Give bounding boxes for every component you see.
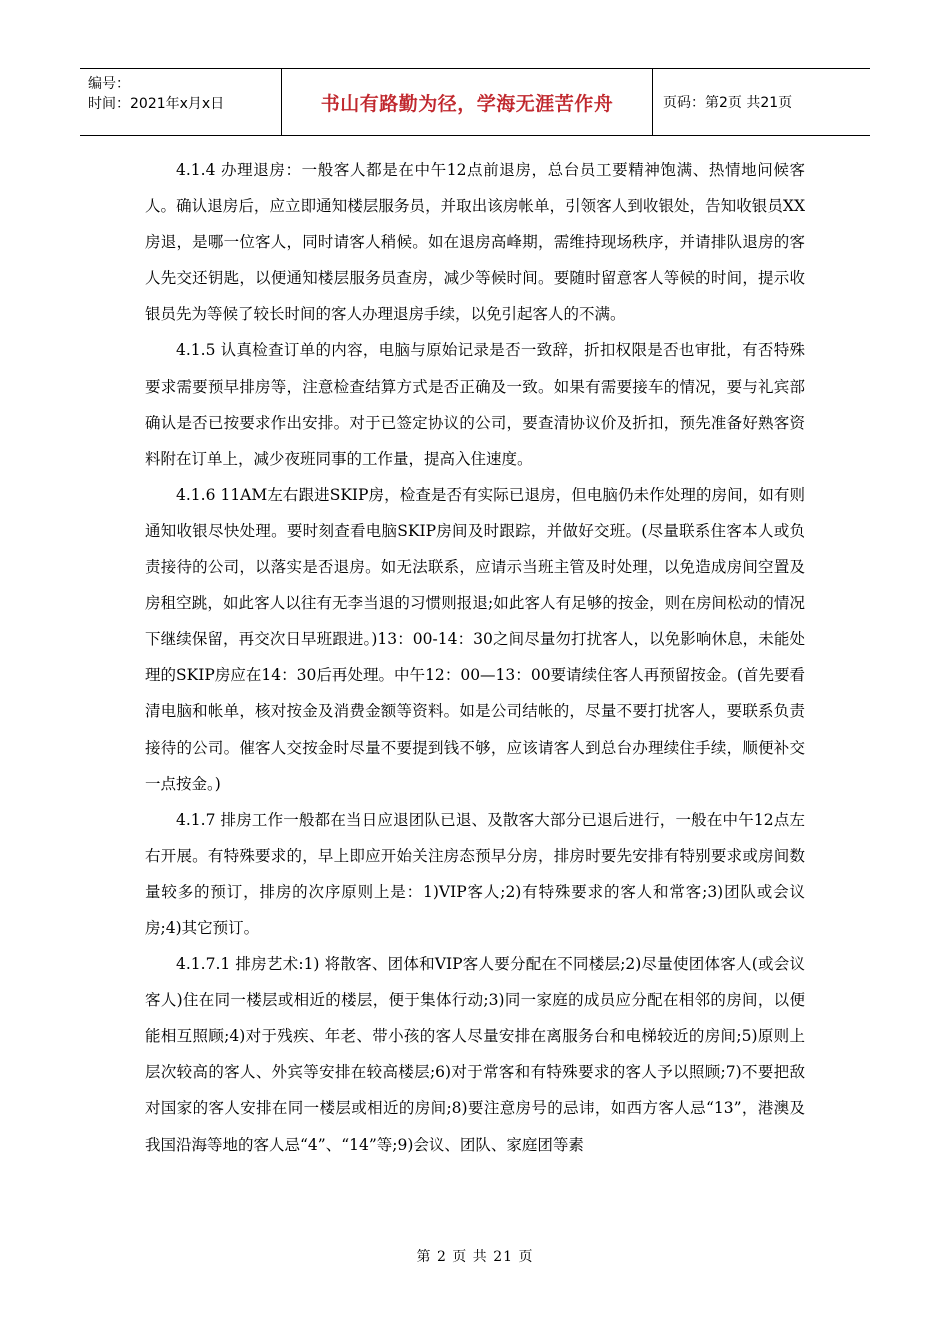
paragraph-order-check: 4.1.5 认真检查订单的内容，电脑与原始记录是否一致辞，折扣权限是否也审批，有否特殊要求需要预早排房等，注意检查结算方式是否正确及一致。如果有需要接车的情况，要与礼宾部确认是否已按要求作出安排。对于已签定协议的公司，要查清协议价及折扣，预先准备好熟客资料附在订单上，减少夜班同事的工作量，提高入住速度。	[145, 341, 805, 468]
header-motto-cell	[282, 69, 653, 135]
paragraph-assignment-art: 4.1.7.1 排房艺术:1) 将散客、团体和VIP客人要分配在不同楼层;2)尽量使团体客人(或会议客人)住在同一楼层或相近的楼层，便于集体行动;3)同一家庭的成员应分配在相邻的房间，以便能相互照顾;4)对于残疾、年老、带小孩的客人尽量安排在离服务台和电梯较近的房间;5)原则上层次较高的客人、外宾等安排在较高楼层;6)对于常客和有特殊要求的客人予以照顾;7)不要把敌对国家的客人安排在同一楼层或相近的房间;8)要注意房号的忌讳，如西方客人忌“13”，港澳及我国沿海等地的客人忌“4”、“14”等;9)会议、团队、家庭团等素	[145, 955, 805, 1154]
paragraph-skip-rooms: 4.1.6 11AM左右跟进SKIP房，检查是否有实际已退房，但电脑仍未作处理的房间，如有则通知收银尽快处理。要时刻查看电脑SKIP房间及时跟踪，并做好交班。(尽量联系住客本人或负责接待的公司，以落实是否退房。如无法联系，应请示当班主管及时处理，以免造成房间空置及房租空跳，如此客人以往有无李当退的习惯则报退;如此客人有足够的按金，则在房间松动的情况下继续保留，再交次日早班跟进。)13：00-14：30之间尽量勿打扰客人，以免影响休息，未能处理的SKIP房应在14：30后再处理。中午12：00—13：00要请续住客人再预留按金。(首先要看清电脑和帐单，核对按金及消费金额等资料。如是公司结帐的，尽量不要打扰客人，要联系负责接待的公司。催客人交按金时尽量不要提到钱不够，应该请客人到总台办理续住手续，顺便补交一点按金。)	[145, 485, 805, 793]
page-header	[80, 68, 870, 136]
document-date: 时间：2021年x月x日	[88, 96, 225, 112]
header-meta	[80, 69, 282, 135]
header-motto: 书山有路勤为径，学海无涯苦作舟	[320, 92, 614, 115]
page-footer	[0, 1246, 950, 1266]
paragraph-checkout: 4.1.4 办理退房：一般客人都是在中午12点前退房，总台员工要精神饱满、热情地问候客人。确认退房后，应立即通知楼层服务员，并取出该房帐单，引领客人到收银处，告知收银员XX房退，是哪一位客人，同时请客人稍候。如在退房高峰期，需维持现场秩序，并请排队退房的客人先交还钥匙，以便通知楼层服务员查房，减少等候时间。要随时留意客人等候的时间，提示收银员先为等候了较长时间的客人办理退房手续，以免引起客人的不满。	[145, 161, 805, 324]
document-number-label: 编号：	[88, 76, 130, 92]
header-page-info: 页码：第2页 共21页	[663, 95, 793, 111]
header-page-info-cell	[653, 69, 870, 135]
paragraph-room-assignment: 4.1.7 排房工作一般都在当日应退团队已退、及散客大部分已退后进行，一般在中午12点左右开展。有特殊要求的，早上即应开始关注房态预早分房，排房时要先安排有特别要求或房间数量较多的预订，排房的次序原则上是：1)VIP客人;2)有特殊要求的客人和常客;3)团队或会议房;4)其它预订。	[145, 810, 805, 937]
footer-page-number: 第 2 页 共 21 页	[416, 1249, 534, 1265]
document-body	[145, 152, 805, 1163]
